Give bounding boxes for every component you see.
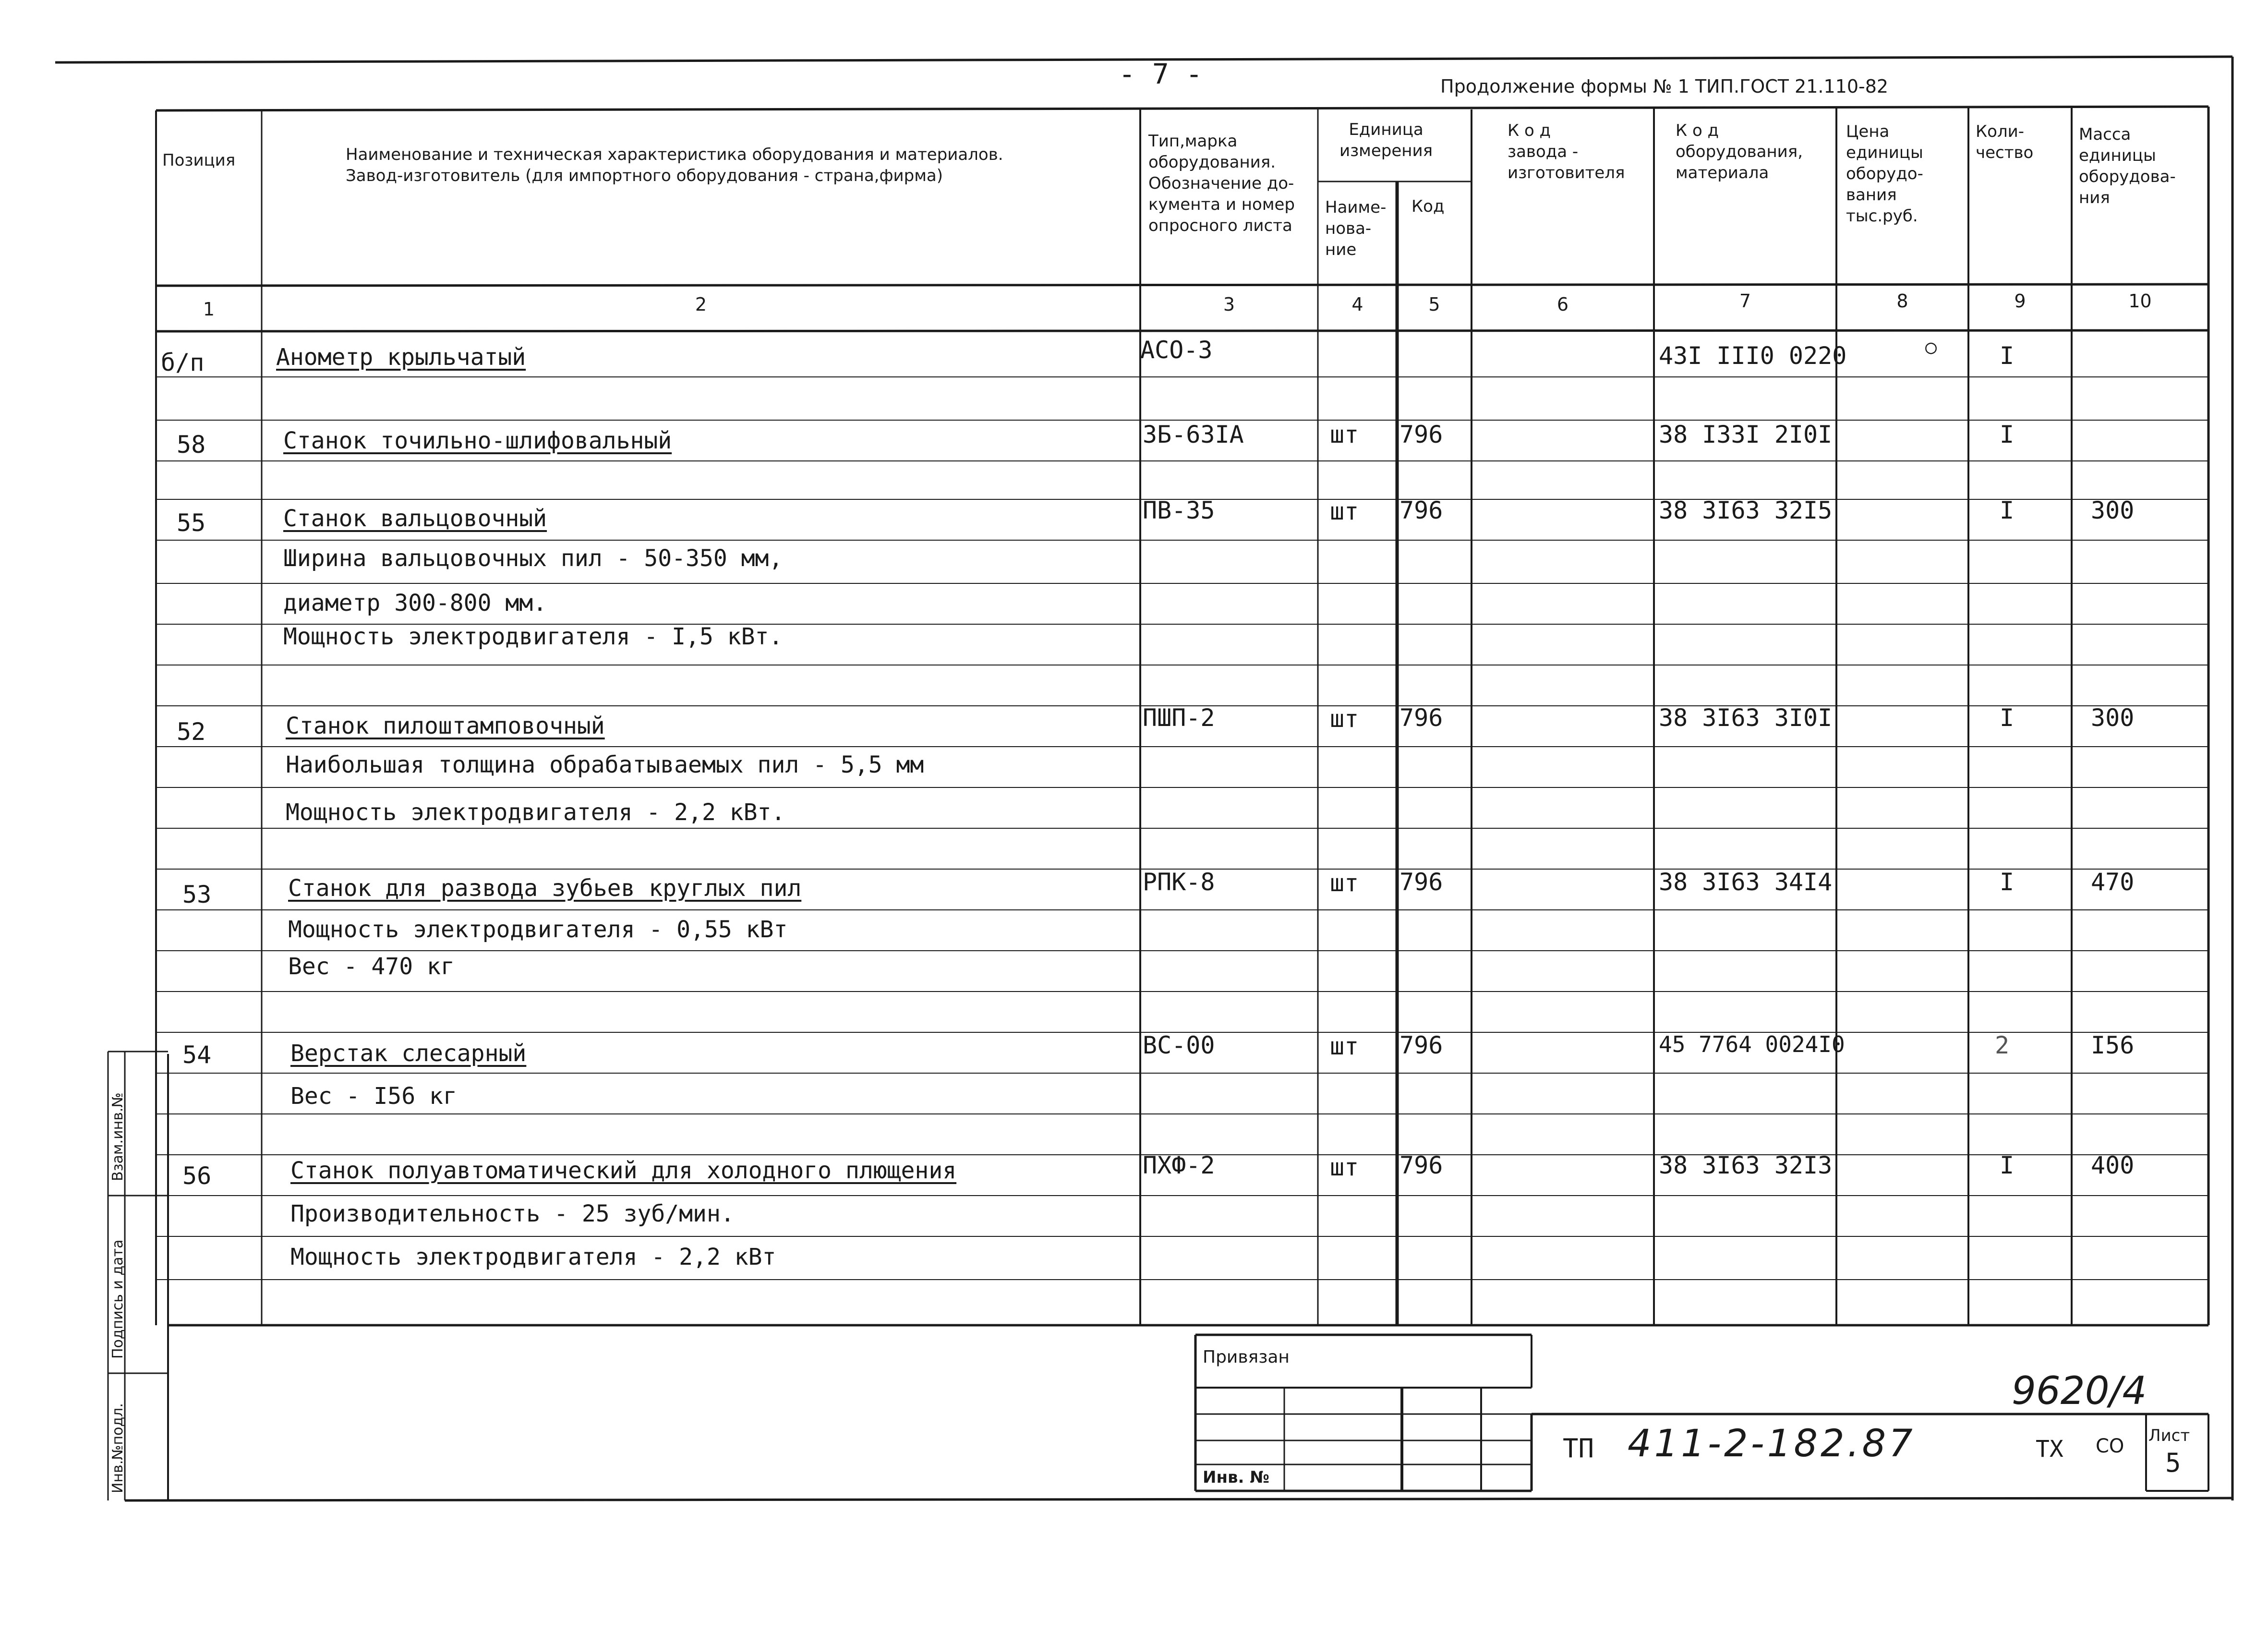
row-detail: Вес - I56 кг (290, 1083, 457, 1110)
row-code: 45 7764 0024I0 (1659, 1031, 1845, 1057)
row-unit: шт (1330, 421, 1359, 448)
column-number: 3 (1223, 294, 1235, 315)
header-unit-name: Наиме- нова- ние (1325, 198, 1387, 259)
row-mass: 400 (2091, 1151, 2135, 1179)
row-mass: 300 (2091, 704, 2135, 732)
column-number: 8 (1896, 290, 1908, 312)
row-position: 55 (177, 509, 206, 537)
row-name: Станок полуавтоматический для холодного плющения (290, 1157, 957, 1184)
row-unit: шт (1330, 869, 1359, 897)
column-number: 5 (1428, 294, 1440, 315)
row-name: Станок для развода зубьев круглых пил (288, 875, 802, 902)
column-number: 9 (2014, 290, 2026, 312)
row-detail: Наибольшая толщина обрабатываемых пил - 5,5 мм (286, 751, 924, 778)
column-number: 6 (1556, 294, 1569, 315)
row-position: б/п (161, 349, 205, 376)
row-unit-code: 796 (1399, 421, 1443, 448)
row-unit-code: 796 (1399, 1151, 1443, 1179)
sheet-number: 5 (2165, 1448, 2181, 1478)
column-number: 2 (695, 294, 707, 315)
header-position: Позиция (162, 151, 236, 170)
row-type: ПХФ-2 (1143, 1151, 1215, 1179)
row-price: ○ (1925, 336, 1937, 358)
row-name: Станок вальцовочный (283, 505, 547, 532)
row-quantity: I (2000, 421, 2015, 448)
row-name: Анометр крыльчатый (276, 344, 526, 371)
page-number: - 7 - (1119, 58, 1203, 90)
header-name-line1: Наименование и техническая характеристика оборудования и материалов. (346, 145, 1003, 164)
column-number: 4 (1351, 294, 1363, 315)
row-position: 53 (182, 881, 212, 908)
tx-mark: ТХ (2036, 1436, 2063, 1463)
row-position: 56 (182, 1162, 212, 1190)
row-code: 38 3I63 34I4 (1659, 868, 1833, 896)
row-position: 54 (182, 1041, 212, 1069)
row-position: 58 (177, 431, 206, 459)
row-mass: I56 (2091, 1031, 2135, 1059)
row-mass: 470 (2091, 868, 2135, 896)
row-name: Станок пилоштамповочный (286, 713, 605, 739)
row-mass: 300 (2091, 496, 2135, 524)
row-code: 43I III0 0220 (1659, 342, 1847, 370)
row-detail: Мощность электродвигателя - 2,2 кВт (290, 1244, 776, 1270)
column-number: 1 (203, 299, 215, 320)
row-type: АСО-3 (1140, 336, 1213, 364)
row-type: 3Б-63IA (1143, 421, 1244, 448)
row-name: Верстак слесарный (290, 1040, 527, 1067)
row-unit-code: 796 (1399, 496, 1443, 524)
row-unit: шт (1330, 1032, 1359, 1060)
tp-label: ТП (1563, 1433, 1594, 1464)
row-detail: Мощность электродвигателя - 0,55 кВт (288, 916, 788, 943)
row-quantity: I (2000, 704, 2015, 732)
header-unit: Единица измерения (1339, 120, 1433, 160)
stamp-privyazan: Привязан (1203, 1347, 1290, 1367)
row-detail: Вес - 470 кг (288, 953, 455, 980)
side-label-signature-date: Подпись и дата (109, 1239, 126, 1359)
header-price: Цена единицы оборудо- вания тыс.руб. (1846, 122, 1923, 226)
header-unit-code: Код (1411, 197, 1445, 216)
row-type: ВС-00 (1143, 1031, 1215, 1059)
row-detail: Производительность - 25 зуб/мин. (290, 1200, 735, 1227)
row-detail: Ширина вальцовочных пил - 50-350 мм, (283, 545, 783, 572)
row-type: ПШП-2 (1143, 704, 1215, 732)
co-mark: СО (2096, 1435, 2124, 1457)
row-unit: шт (1330, 705, 1359, 733)
row-quantity: I (2000, 868, 2015, 896)
form-caption: Продолжение формы № 1 ТИП.ГОСТ 21.110-82 (1440, 76, 1889, 97)
row-unit: шт (1330, 1153, 1359, 1181)
row-code: 38 3I63 32I5 (1659, 496, 1833, 524)
row-unit-code: 796 (1399, 868, 1443, 896)
row-quantity: I (2000, 1151, 2015, 1179)
row-quantity: I (2000, 342, 2015, 370)
row-quantity: 2 (1995, 1031, 2010, 1059)
sheet-label: Лист (2148, 1426, 2190, 1445)
header-quantity: Коли- чество (1976, 122, 2034, 162)
column-number: 7 (1739, 290, 1751, 312)
header-type: Тип,марка оборудования. Обозначение до- кумента и номер опросного листа (1148, 132, 1295, 235)
side-label-replacement-inv: Взам.инв.№ (109, 1092, 126, 1181)
header-equipment-code: К о д оборудования, материала (1676, 121, 1803, 182)
side-label-inv-original: Инв.№подл. (109, 1403, 126, 1493)
row-name: Станок точильно-шлифовальный (283, 427, 672, 454)
column-number: 10 (2128, 290, 2152, 312)
stamp-inventory-label: Инв. № (1203, 1468, 1270, 1487)
row-code: 38 I33I 2I0I (1659, 421, 1833, 448)
row-type: РПК-8 (1143, 868, 1215, 896)
row-unit-code: 796 (1399, 1031, 1443, 1059)
row-unit: шт (1330, 497, 1359, 525)
row-quantity: I (2000, 496, 2015, 524)
header-factory-code: К о д завода - изготовителя (1508, 121, 1625, 182)
row-type: ПВ-35 (1143, 496, 1215, 524)
row-detail: диаметр 300-800 мм. (283, 590, 547, 617)
header-name-line2: Завод-изготовитель (для импортного оборудования - страна,фирма) (346, 166, 943, 185)
project-number: 411-2-182.87 (1628, 1422, 1916, 1465)
header-mass: Масса единицы оборудова- ния (2079, 125, 2176, 207)
row-detail: Мощность электродвигателя - 2,2 кВт. (286, 799, 785, 826)
row-code: 38 3I63 32I3 (1659, 1151, 1833, 1179)
archive-number: 9620/4 (2012, 1368, 2147, 1413)
row-detail: Мощность электродвигателя - I,5 кВт. (283, 623, 783, 650)
row-code: 38 3I63 3I0I (1659, 704, 1833, 732)
row-unit-code: 796 (1399, 704, 1443, 732)
row-position: 52 (177, 718, 206, 746)
